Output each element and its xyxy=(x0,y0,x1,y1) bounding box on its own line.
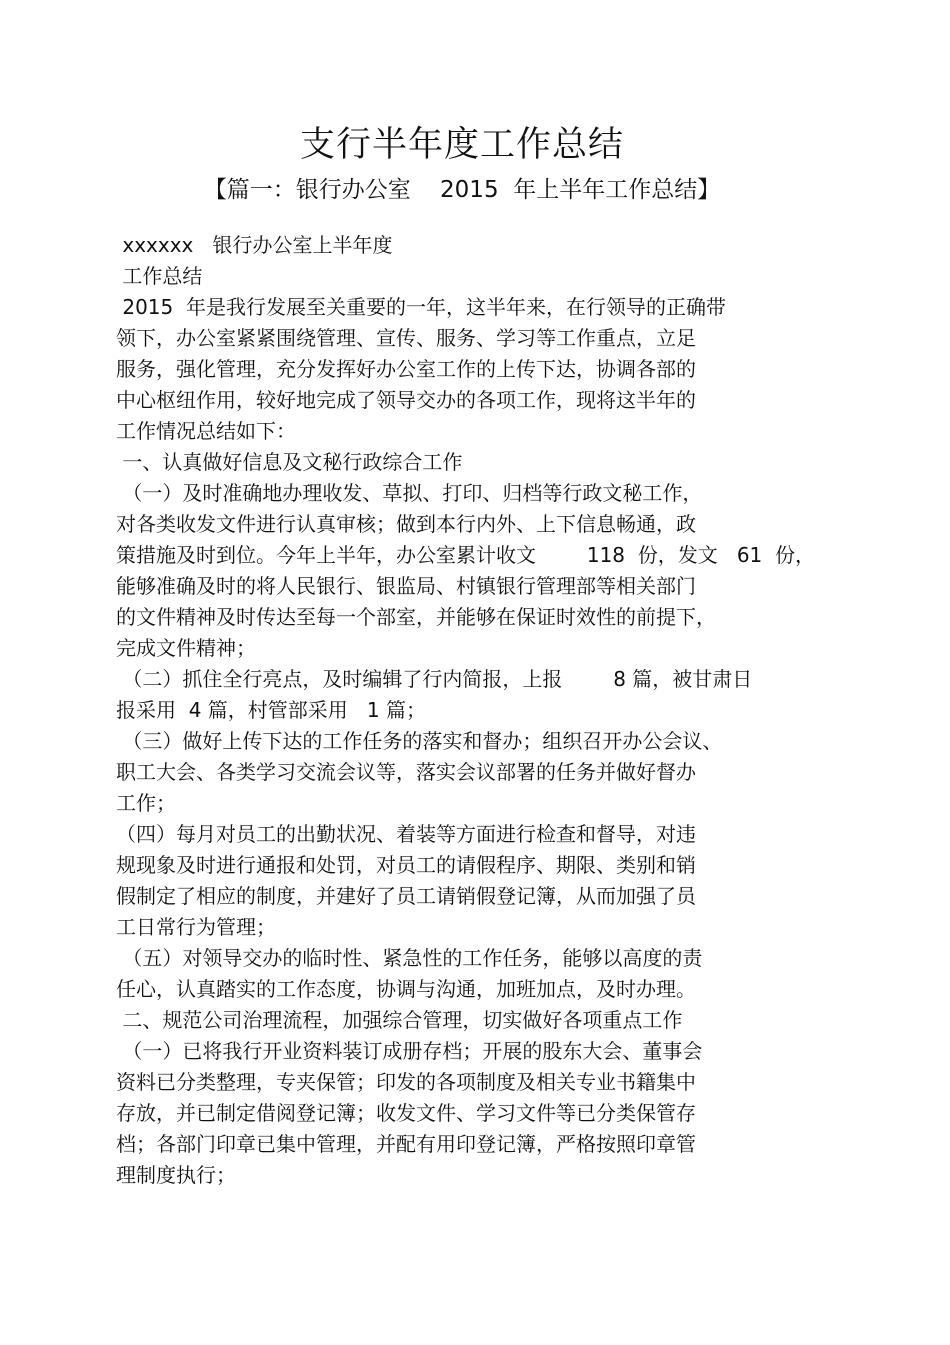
body-line: （二）抓住全行亮点，及时编辑了行内简报，上报 8 篇，被甘肃日 xyxy=(116,667,753,691)
body-line: 对各类收发文件进行认真审核；做到本行内外、上下信息畅通，政 xyxy=(116,512,696,536)
body-line: 的文件精神及时传达至每一个部室，并能够在保证时效性的前提下， xyxy=(116,605,716,629)
body-line: 服务，强化管理，充分发挥好办公室工作的上传下达，协调各部的 xyxy=(116,357,696,381)
body-line: 工作情况总结如下： xyxy=(116,419,296,443)
body-line: （一）及时准确地办理收发、草拟、打印、归档等行政文秘工作， xyxy=(116,481,703,505)
body-line: 资料已分类整理，专夹保管；印发的各项制度及相关专业书籍集中 xyxy=(116,1070,696,1094)
body-line: 中心枢纽作用，较好地完成了领导交办的各项工作，现将这半年的 xyxy=(116,388,696,412)
body-line: 工作总结 xyxy=(116,264,203,288)
document-title: 支行半年度工作总结 xyxy=(299,125,624,165)
body-line: （三）做好上传下达的工作任务的落实和督办；组织召开办公会议、 xyxy=(116,729,723,753)
body-line: 领下，办公室紧紧围绕管理、宣传、服务、学习等工作重点，立足 xyxy=(116,326,696,350)
body-line: 任心，认真踏实的工作态度，协调与沟通，加班加点，及时办理。 xyxy=(116,977,696,1001)
document-subtitle: 【篇一：银行办公室 2015 年上半年工作总结】 xyxy=(203,177,721,203)
body-line: 职工大会、各类学习交流会议等，落实会议部署的任务并做好督办 xyxy=(116,760,696,784)
body-line: （五）对领导交办的临时性、紧急性的工作任务，能够以高度的责 xyxy=(116,946,703,970)
body-line: 工作； xyxy=(116,791,176,815)
body-line: xxxxxx 银行办公室上半年度 xyxy=(116,233,393,257)
body-line: 完成文件精神； xyxy=(116,636,256,660)
body-line: 2015 年是我行发展至关重要的一年，这半年来，在行领导的正确带 xyxy=(116,295,726,319)
body-line: 档；各部门印章已集中管理，并配有用印登记簿，严格按照印章管 xyxy=(116,1132,696,1156)
document-body xyxy=(116,230,916,1191)
body-line: 存放，并已制定借阅登记簿；收发文件、学习文件等已分类保管存 xyxy=(116,1101,696,1125)
body-line: 报采用 4 篇，村管部采用 1 篇； xyxy=(116,698,426,722)
body-line: （四）每月对员工的出勤状况、着装等方面进行检查和督导，对违 xyxy=(116,822,696,846)
body-line: 假制定了相应的制度，并建好了员工请销假登记簿，从而加强了员 xyxy=(116,884,696,908)
body-line: （一）已将我行开业资料装订成册存档；开展的股东大会、董事会 xyxy=(116,1039,703,1063)
body-line: 规现象及时进行通报和处罚，对员工的请假程序、期限、类别和销 xyxy=(116,853,696,877)
section-heading: 一、认真做好信息及文秘行政综合工作 xyxy=(116,450,463,474)
section-heading: 二、规范公司治理流程，加强综合管理，切实做好各项重点工作 xyxy=(116,1008,683,1032)
body-line: 工日常行为管理； xyxy=(116,915,276,939)
body-line: 策措施及时到位。今年上半年，办公室累计收文 118 份，发文 61 份， xyxy=(116,543,815,567)
body-line: 能够准确及时的将人民银行、银监局、村镇银行管理部等相关部门 xyxy=(116,574,696,598)
body-line: 理制度执行； xyxy=(116,1163,236,1187)
